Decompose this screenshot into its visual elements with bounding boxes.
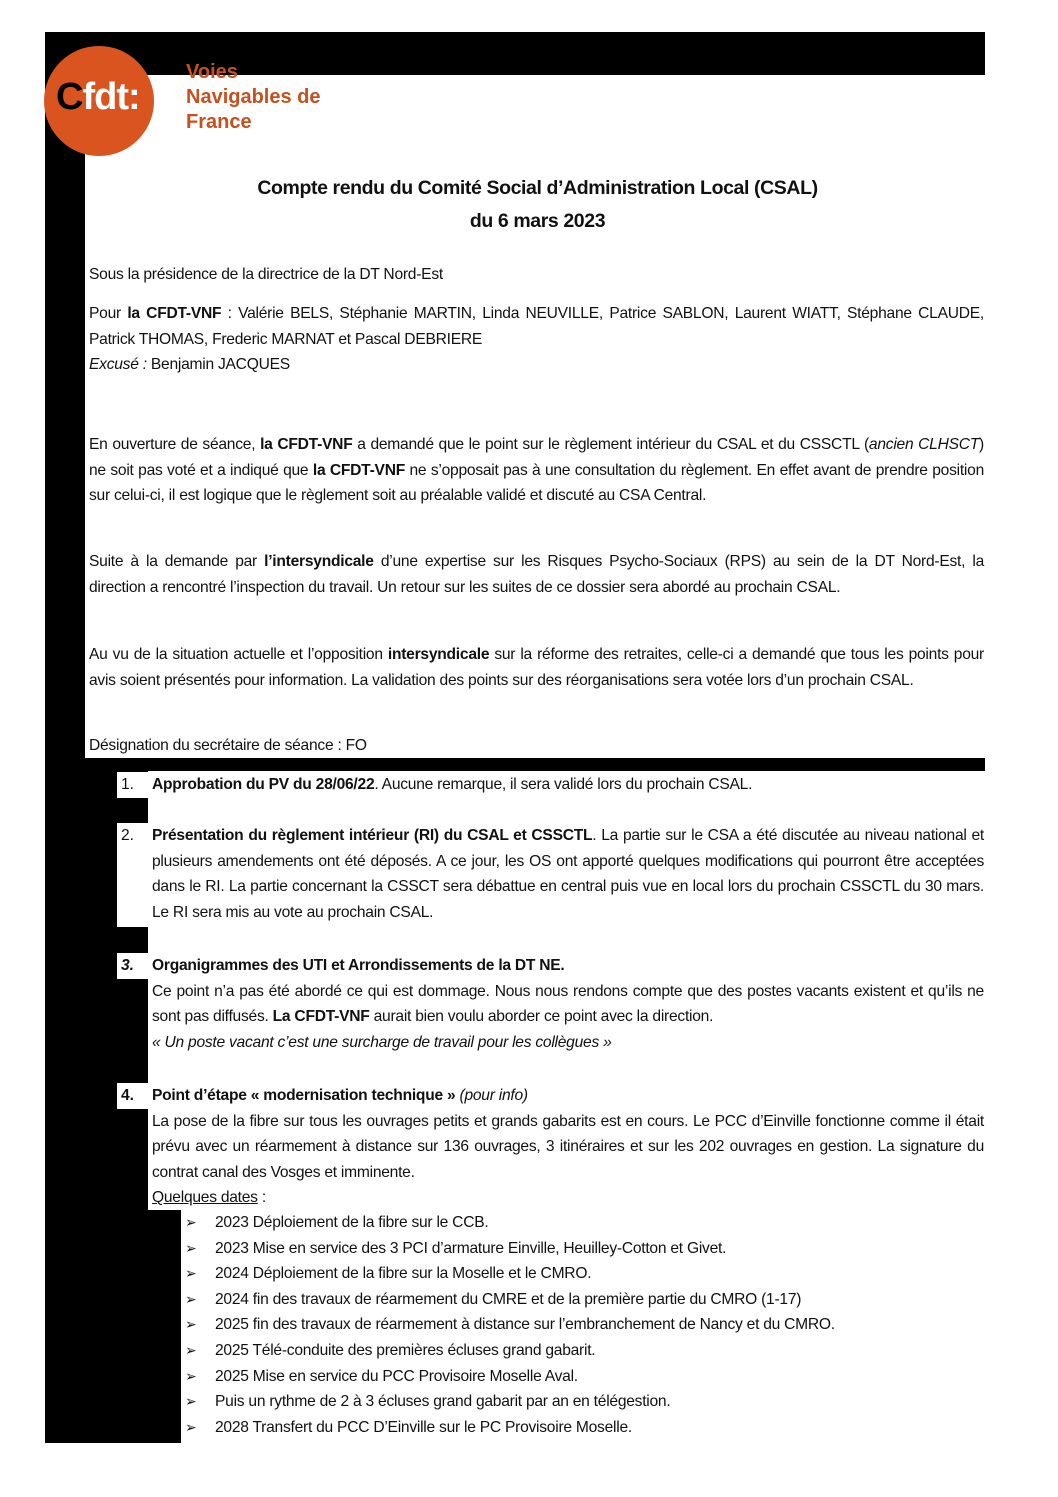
item-4-text: Point d’étape « modernisation technique » (pour info) La pose de la fibre sur tous les ouvrages petits et grands gabarits est en cours. Le PCC d’Einville fonctionne comme il était prévu avec un réarmement à distance sur 136 ouvrages, 3 itinéraires et sur les 202 ouvrages en gestion. La signature du contrat canal des Vosges et imminente. Quelques dates : xyxy=(152,1087,984,1207)
dates-label: Quelques dates xyxy=(152,1189,258,1207)
dates-list xyxy=(185,1210,985,1440)
item-4-number: 4. xyxy=(121,1087,135,1104)
arrow-bullet-icon: ➢ xyxy=(185,1265,197,1282)
item-1-number: 1. xyxy=(121,776,135,793)
item-4-heading: Point d’étape « modernisation technique » xyxy=(152,1087,456,1104)
arrow-bullet-icon: ➢ xyxy=(185,1393,197,1410)
excused-label: Excusé : xyxy=(89,356,147,374)
title-line-1: Compte rendu du Comité Social d’Administration Local (CSAL) xyxy=(257,177,818,199)
dates-list-item xyxy=(185,1415,985,1441)
dates-list-item-text: 2023 Mise en service des 3 PCI d’armature Einville, Heuilley-Cotton et Givet. xyxy=(215,1239,727,1257)
attendees-paragraph: Pour la CFDT-VNF : Valérie BELS, Stéphanie MARTIN, Linda NEUVILLE, Patrice SABLON, Laurent WIATT, Stéphane CLAUDE, Patrick THOMAS, Frederic MARNAT et Pascal DEBRIERE Excusé : Benjamin JACQUES xyxy=(89,305,984,374)
arrow-bullet-icon: ➢ xyxy=(185,1239,197,1256)
paragraph-opening: En ouverture de séance, la CFDT-VNF a demandé que le point sur le règlement intérieur du CSAL et du CSSCTL (ancien CLHSCT) ne soit pas voté et a indiqué que la CFDT-VNF ne s’opposait pas à une consultation du règlement. En effet avant de prendre position sur celui-ci, il est logique que le règlement soit au préalable validé et discuté au CSA Central. xyxy=(89,436,984,505)
dates-list-item-text: 2025 fin des travaux de réarmement à distance sur l’embranchement de Nancy et du CMRO. xyxy=(215,1316,835,1334)
arrow-bullet-icon: ➢ xyxy=(185,1290,197,1307)
arrow-bullet-icon: ➢ xyxy=(185,1418,197,1435)
item-3-heading: Organigrammes des UTI et Arrondissements de la DT NE. xyxy=(152,957,565,974)
org-name xyxy=(186,60,321,135)
dates-list-item xyxy=(185,1338,985,1364)
dates-list-item-text: 2024 Déploiement de la fibre sur la Moselle et le CMRO. xyxy=(215,1265,592,1283)
attendee-names: : Valérie BELS, Stéphanie MARTIN, Linda NEUVILLE, Patrice SABLON, Laurent WIATT, Stéphane CLAUDE, Patrick THOMAS, Frederic MARNAT et Pascal DEBRIERE xyxy=(89,305,984,348)
org-name-line-3: France xyxy=(186,111,252,133)
dates-list-item xyxy=(185,1389,985,1415)
paragraph-secretaire: Désignation du secrétaire de séance : FO xyxy=(89,737,367,754)
presidence-line: Sous la présidence de la directrice de la DT Nord-Est xyxy=(89,266,443,283)
black-block-bullets xyxy=(45,1210,181,1443)
cfdt-logo-wordmark xyxy=(56,76,140,119)
org-name-line-2: Navigables de xyxy=(186,86,321,108)
dates-list-item-text: 2025 Télé-conduite des premières écluses grand gabarit. xyxy=(215,1341,596,1359)
arrow-bullet-icon: ➢ xyxy=(185,1214,197,1230)
dates-list-item xyxy=(185,1287,985,1313)
dates-list-item xyxy=(185,1261,985,1287)
dates-list-item-text: 2024 fin des travaux de réarmement du CMRE et de la première partie du CMRO (1-17) xyxy=(215,1290,802,1308)
arrow-bullet-icon: ➢ xyxy=(185,1316,197,1333)
logo-c: C xyxy=(56,76,83,118)
dates-list-item-text: Puis un rythme de 2 à 3 écluses grand gabarit par an en télégestion. xyxy=(215,1393,671,1411)
document-title xyxy=(90,172,985,238)
arrow-bullet-icon: ➢ xyxy=(185,1367,197,1384)
excused-name: Benjamin JACQUES xyxy=(146,356,290,374)
dates-list-item xyxy=(185,1210,985,1236)
dates-list-item-text: 2023 Déploiement de la fibre sur le CCB. xyxy=(215,1214,489,1231)
item-2-heading: Présentation du règlement intérieur (RI) du CSAL et CSSCTL xyxy=(152,827,593,844)
item-1-text: Approbation du PV du 28/06/22. Aucune remarque, il sera validé lors du prochain CSAL. xyxy=(152,776,753,793)
paragraph-retraites: Au vu de la situation actuelle et l’opposition intersyndicale sur la réforme des retraites, celle-ci a demandé que tous les points pour avis soient présentés pour information. La validation des points sur des réorganisations sera votée lors d’un prochain CSAL. xyxy=(89,646,984,689)
dates-list-item xyxy=(185,1236,985,1262)
logo-fdt: fdt: xyxy=(82,76,140,118)
dates-list-item-text: 2028 Transfert du PCC D’Einville sur le PC Provisoire Moselle. xyxy=(215,1418,632,1436)
black-band-mid xyxy=(45,758,985,771)
item-3-text: Organigrammes des UTI et Arrondissements de la DT NE. Ce point n’a pas été abordé ce qui est dommage. Nous nous rendons compte que des postes vacants existent et qu’ils ne sont pas diffusés. La CFDT-VNF aurait bien voulu aborder ce point avec la direction. « Un poste vacant c’est une surcharge de travail pour les collègues » xyxy=(152,957,984,1051)
item-3-number: 3. xyxy=(121,957,135,974)
item-2-number: 2. xyxy=(121,827,135,844)
dates-list-item xyxy=(185,1364,985,1390)
org-name-line-1: Voies xyxy=(186,61,238,83)
item-3-quote: « Un poste vacant c’est une surcharge de travail pour les collègues » xyxy=(152,1033,612,1051)
paragraph-rps: Suite à la demande par l’intersyndicale d’une expertise sur les Risques Psycho-Sociaux (RPS) au sein de la DT Nord-Est, la direction a rencontré l’inspection du travail. Un retour sur les suites de ce dossier sera abordé au prochain CSAL. xyxy=(89,553,985,596)
arrow-bullet-icon: ➢ xyxy=(185,1341,197,1358)
title-line-2: du 6 mars 2023 xyxy=(469,210,606,232)
org-cfdt-vnf: la CFDT-VNF xyxy=(127,305,222,322)
dates-list-item xyxy=(185,1312,985,1338)
dates-list-item-text: 2025 Mise en service du PCC Provisoire Moselle Aval. xyxy=(215,1367,578,1385)
item-2-text: Présentation du règlement intérieur (RI) du CSAL et CSSCTL. La partie sur le CSA a été discutée au niveau national et plusieurs amendements ont été déposés. A ce jour, les OS ont apporté quelques modifications qui pourront être acceptées dans le RI. La partie concernant la CSSCT sera débattue en central puis vue en local lors du prochain CSSCTL du 30 mars. Le RI sera mis au vote au prochain CSAL. xyxy=(152,827,984,921)
item-1-heading: Approbation du PV du 28/06/22 xyxy=(152,776,375,793)
